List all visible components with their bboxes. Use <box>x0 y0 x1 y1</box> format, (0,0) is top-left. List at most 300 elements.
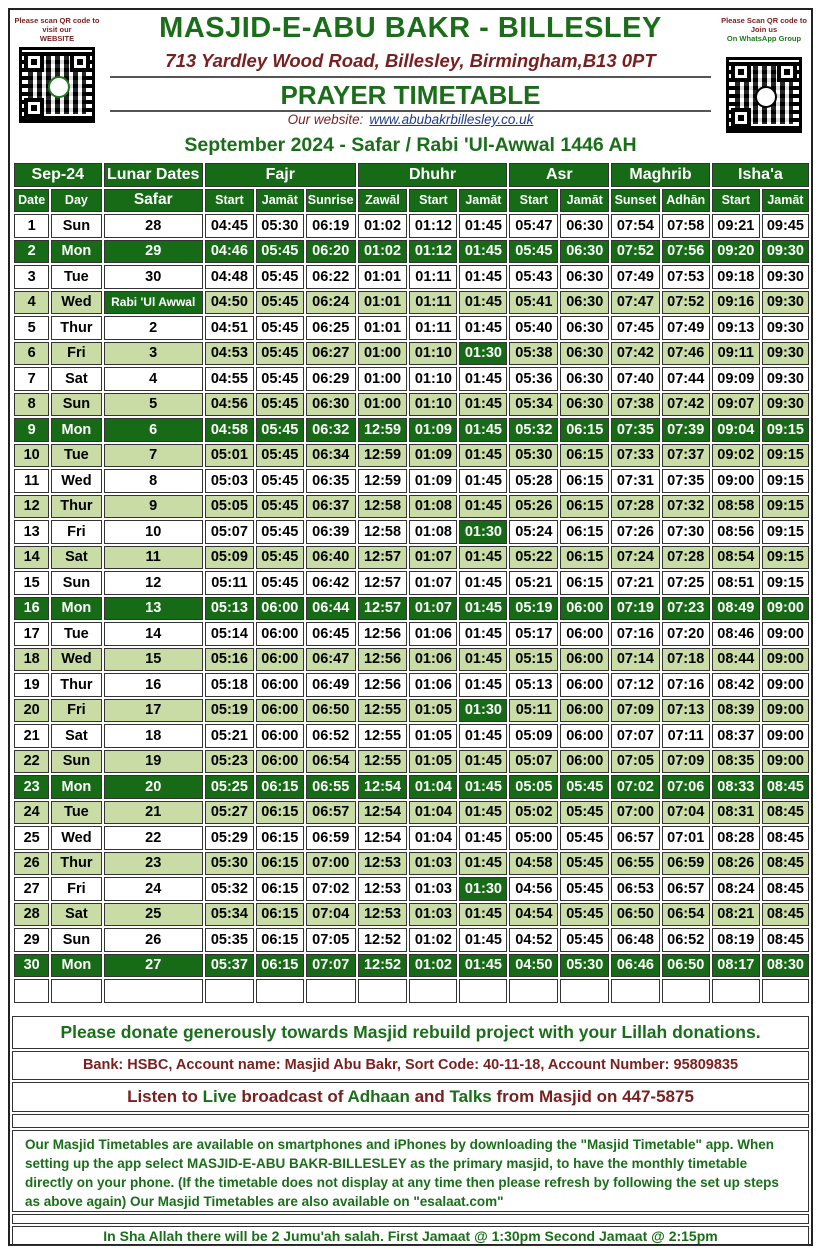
dhuhr-header: Dhuhr <box>358 163 508 187</box>
table-cell: 09:30 <box>762 291 809 315</box>
table-cell: 09:15 <box>762 418 809 442</box>
table-cell: 4 <box>104 367 203 391</box>
table-cell: 06:40 <box>306 546 356 570</box>
table-cell: 25 <box>104 903 203 927</box>
table-cell: 06:00 <box>256 750 304 774</box>
table-cell: 12:54 <box>358 801 408 825</box>
website-link[interactable]: www.abubakrbillesley.co.uk <box>369 112 534 127</box>
table-cell: 04:58 <box>509 852 558 876</box>
column-header: Adhān <box>662 189 710 213</box>
table-cell: 07:00 <box>306 852 356 876</box>
table-cell: 09:00 <box>762 673 809 697</box>
table-cell: 09:30 <box>762 240 809 264</box>
table-cell: 2 <box>14 240 49 264</box>
table-cell: 06:45 <box>306 622 356 646</box>
table-cell: 01:45 <box>459 801 507 825</box>
table-cell: 06:30 <box>560 316 609 340</box>
table-cell: 01:09 <box>409 418 457 442</box>
table-cell: 20 <box>104 775 203 799</box>
table-cell: 07:46 <box>662 342 710 366</box>
empty-cell <box>306 979 356 1003</box>
table-cell: 06:15 <box>256 775 304 799</box>
table-cell: 05:45 <box>256 444 304 468</box>
table-cell: 01:45 <box>459 597 507 621</box>
table-row <box>14 903 809 927</box>
whatsapp-logo-icon <box>755 86 777 108</box>
table-cell: 01:08 <box>409 520 457 544</box>
qr-right-caption-2: On WhatsApp Group <box>726 34 802 43</box>
table-cell: 09:07 <box>712 393 760 417</box>
table-row <box>14 928 809 952</box>
table-cell: 07:54 <box>611 214 659 238</box>
table-cell: 10 <box>14 444 49 468</box>
table-cell: 01:06 <box>409 648 457 672</box>
table-cell: 05:45 <box>560 852 609 876</box>
header <box>10 10 811 160</box>
table-cell: 07:28 <box>662 546 710 570</box>
table-cell: 18 <box>14 648 49 672</box>
frequency-text: from Masjid on 447-5875 <box>491 1087 694 1106</box>
table-cell: 05:40 <box>509 316 558 340</box>
table-cell: 08:45 <box>762 775 809 799</box>
table-cell: 08:21 <box>712 903 760 927</box>
table-cell: 3 <box>14 265 49 289</box>
table-cell: 06:00 <box>560 750 609 774</box>
column-header: Jamāt <box>560 189 609 213</box>
table-cell: 08:44 <box>712 648 760 672</box>
table-cell: 06:54 <box>662 903 710 927</box>
table-cell: 06:57 <box>306 801 356 825</box>
table-row <box>14 597 809 621</box>
table-cell: 24 <box>14 801 49 825</box>
table-cell: 08:31 <box>712 801 760 825</box>
table-cell: 07:01 <box>662 826 710 850</box>
table-cell: 07:16 <box>662 673 710 697</box>
table-cell: 05:26 <box>509 495 558 519</box>
table-cell: 05:45 <box>256 316 304 340</box>
listen-text: Listen to <box>127 1087 203 1106</box>
table-cell: 06:00 <box>256 699 304 723</box>
table-cell: 08:24 <box>712 877 760 901</box>
table-cell: 06:50 <box>662 954 710 978</box>
table-cell: 05:03 <box>205 469 254 493</box>
table-cell: 06:15 <box>560 546 609 570</box>
table-cell: 01:45 <box>459 852 507 876</box>
table-cell: 12:58 <box>358 495 408 519</box>
table-cell: 01:11 <box>409 291 457 315</box>
table-cell: Wed <box>51 469 101 493</box>
table-cell: Sun <box>51 571 101 595</box>
table-cell: Thur <box>51 495 101 519</box>
empty-cell <box>256 979 304 1003</box>
table-cell: 24 <box>104 877 203 901</box>
table-cell: 17 <box>104 699 203 723</box>
table-cell: 22 <box>14 750 49 774</box>
table-cell: 05:45 <box>560 903 609 927</box>
table-cell: 05:28 <box>509 469 558 493</box>
timetable-page <box>8 8 813 1246</box>
table-cell: 04:53 <box>205 342 254 366</box>
divider <box>110 76 711 78</box>
table-cell: 07:23 <box>662 597 710 621</box>
website-qr-block <box>12 16 102 123</box>
talks-text: Talks <box>449 1087 492 1106</box>
table-cell: 01:04 <box>409 826 457 850</box>
table-cell: 05:45 <box>560 928 609 952</box>
table-cell: 07:21 <box>611 571 659 595</box>
table-cell: 09:02 <box>712 444 760 468</box>
table-cell: 06:39 <box>306 520 356 544</box>
table-cell: 01:45 <box>459 214 507 238</box>
table-cell: Mon <box>51 954 101 978</box>
table-cell: 06:00 <box>256 648 304 672</box>
table-cell: 01:00 <box>358 367 408 391</box>
column-header: Safar <box>104 189 203 213</box>
table-cell: 08:45 <box>762 928 809 952</box>
table-cell: 01:45 <box>459 367 507 391</box>
table-cell: 01:45 <box>459 571 507 595</box>
table-row <box>14 316 809 340</box>
table-cell: 05:47 <box>509 214 558 238</box>
table-cell: 05:16 <box>205 648 254 672</box>
table-cell: 05:32 <box>509 418 558 442</box>
table-cell: 01:30 <box>459 342 507 366</box>
table-cell: 5 <box>14 316 49 340</box>
table-cell: 09:00 <box>762 648 809 672</box>
empty-cell <box>560 979 609 1003</box>
table-row <box>14 775 809 799</box>
table-cell: 01:01 <box>358 316 408 340</box>
table-cell: 05:38 <box>509 342 558 366</box>
table-cell: Sat <box>51 903 101 927</box>
table-cell: 06:15 <box>256 903 304 927</box>
table-cell: 08:46 <box>712 622 760 646</box>
table-cell: 04:46 <box>205 240 254 264</box>
adhaan-text: Adhaan <box>347 1087 410 1106</box>
table-cell: 05:30 <box>560 954 609 978</box>
table-cell: 01:45 <box>459 291 507 315</box>
table-cell: 08:45 <box>762 903 809 927</box>
jumuah-notice: In Sha Allah there will be 2 Jumu'ah salah. First Jamaat @ 1:30pm Second Jamaat @ 2:15pm <box>12 1226 809 1246</box>
table-cell: 05:45 <box>560 826 609 850</box>
table-cell: 12:56 <box>358 622 408 646</box>
table-cell: 8 <box>104 469 203 493</box>
table-row <box>14 724 809 748</box>
table-row <box>14 214 809 238</box>
table-cell: 2 <box>104 316 203 340</box>
table-cell: 01:10 <box>409 393 457 417</box>
table-cell: Rabi 'Ul Awwal <box>104 291 203 315</box>
table-cell: 05:05 <box>509 775 558 799</box>
live-broadcast-notice <box>12 1082 809 1112</box>
table-row <box>14 546 809 570</box>
table-cell: 08:49 <box>712 597 760 621</box>
table-cell: 08:28 <box>712 826 760 850</box>
table-cell: 1 <box>14 214 49 238</box>
table-cell: 8 <box>14 393 49 417</box>
table-cell: 09:09 <box>712 367 760 391</box>
table-cell: 12:59 <box>358 444 408 468</box>
table-cell: 01:06 <box>409 622 457 646</box>
table-cell: 01:04 <box>409 775 457 799</box>
table-cell: 12:59 <box>358 469 408 493</box>
table-cell: 06:00 <box>560 724 609 748</box>
group-header-row <box>14 163 809 187</box>
table-cell: 07:04 <box>306 903 356 927</box>
table-cell: 09:45 <box>762 214 809 238</box>
table-cell: 01:45 <box>459 775 507 799</box>
table-cell: 06:15 <box>560 571 609 595</box>
table-cell: 07:13 <box>662 699 710 723</box>
table-cell: 07:45 <box>611 316 659 340</box>
table-cell: 12:54 <box>358 826 408 850</box>
table-cell: 07:52 <box>662 291 710 315</box>
table-cell: 28 <box>14 903 49 927</box>
empty-cell <box>14 979 49 1003</box>
table-cell: 05:09 <box>509 724 558 748</box>
table-cell: 01:10 <box>409 342 457 366</box>
table-cell: 04:51 <box>205 316 254 340</box>
table-cell: 10 <box>104 520 203 544</box>
live-text: Live <box>202 1087 237 1106</box>
table-cell: 15 <box>14 571 49 595</box>
table-cell: 09:21 <box>712 214 760 238</box>
empty-cell <box>509 979 558 1003</box>
table-cell: 06:15 <box>256 852 304 876</box>
table-cell: 05:30 <box>205 852 254 876</box>
table-cell: 09:13 <box>712 316 760 340</box>
table-cell: 06:46 <box>611 954 659 978</box>
table-row <box>14 750 809 774</box>
table-cell: 30 <box>14 954 49 978</box>
table-cell: 07:20 <box>662 622 710 646</box>
column-header: Start <box>409 189 457 213</box>
table-cell: 07:42 <box>611 342 659 366</box>
table-cell: 06:37 <box>306 495 356 519</box>
table-cell: 17 <box>14 622 49 646</box>
table-cell: 05:22 <box>509 546 558 570</box>
table-cell: 07:38 <box>611 393 659 417</box>
column-header: Sunrise <box>306 189 356 213</box>
table-cell: 07:28 <box>611 495 659 519</box>
table-cell: 01:02 <box>409 928 457 952</box>
asr-header: Asr <box>509 163 609 187</box>
table-cell: 01:03 <box>409 877 457 901</box>
table-cell: 12:55 <box>358 699 408 723</box>
table-cell: 01:02 <box>358 240 408 264</box>
spacer-box <box>12 1214 809 1224</box>
table-cell: 06:00 <box>560 622 609 646</box>
whatsapp-qr-code-icon[interactable] <box>726 57 802 133</box>
table-cell: 06:57 <box>662 877 710 901</box>
table-cell: 06:15 <box>256 877 304 901</box>
table-cell: 08:56 <box>712 520 760 544</box>
table-row <box>14 852 809 876</box>
table-cell: 21 <box>14 724 49 748</box>
table-cell: 12 <box>104 571 203 595</box>
column-header: Start <box>509 189 558 213</box>
table-cell: 07:04 <box>662 801 710 825</box>
table-cell: 07:31 <box>611 469 659 493</box>
table-cell: 9 <box>14 418 49 442</box>
table-cell: Mon <box>51 418 101 442</box>
table-cell: 01:30 <box>459 520 507 544</box>
table-cell: 04:56 <box>509 877 558 901</box>
table-cell: 09:30 <box>762 367 809 391</box>
empty-cell <box>205 979 254 1003</box>
table-cell: 05:45 <box>256 495 304 519</box>
table-cell: 05:21 <box>205 724 254 748</box>
table-cell: 06:00 <box>560 673 609 697</box>
table-cell: 07:56 <box>662 240 710 264</box>
table-cell: 07:49 <box>662 316 710 340</box>
table-cell: 06:53 <box>611 877 659 901</box>
table-cell: 01:00 <box>358 393 408 417</box>
table-cell: 30 <box>104 265 203 289</box>
table-cell: 01:45 <box>459 418 507 442</box>
table-cell: 06:15 <box>560 520 609 544</box>
table-cell: 07:35 <box>662 469 710 493</box>
table-cell: 29 <box>14 928 49 952</box>
table-cell: 6 <box>14 342 49 366</box>
table-cell: 09:15 <box>762 546 809 570</box>
table-cell: 09:04 <box>712 418 760 442</box>
table-cell: 07:37 <box>662 444 710 468</box>
table-cell: 05:36 <box>509 367 558 391</box>
donation-notice: Please donate generously towards Masjid rebuild project with your Lillah donations. <box>12 1016 809 1049</box>
table-cell: 07:52 <box>611 240 659 264</box>
table-cell: 05:05 <box>205 495 254 519</box>
table-cell: 01:00 <box>358 342 408 366</box>
table-cell: 01:07 <box>409 597 457 621</box>
empty-cell <box>409 979 457 1003</box>
table-cell: 05:37 <box>205 954 254 978</box>
table-cell: 06:15 <box>256 954 304 978</box>
table-cell: 07:24 <box>611 546 659 570</box>
table-cell: 06:00 <box>256 724 304 748</box>
table-cell: 06:30 <box>560 367 609 391</box>
table-cell: 09:20 <box>712 240 760 264</box>
table-cell: 05:45 <box>256 469 304 493</box>
table-cell: 21 <box>104 801 203 825</box>
table-row <box>14 877 809 901</box>
table-cell: 05:43 <box>509 265 558 289</box>
table-cell: Tue <box>51 444 101 468</box>
table-cell: 06:48 <box>611 928 659 952</box>
table-cell: 05:45 <box>560 801 609 825</box>
table-cell: 05:15 <box>509 648 558 672</box>
table-cell: 29 <box>104 240 203 264</box>
table-cell: 16 <box>104 673 203 697</box>
table-cell: 07:02 <box>611 775 659 799</box>
table-cell: 04:50 <box>205 291 254 315</box>
table-cell: 20 <box>14 699 49 723</box>
empty-cell <box>762 979 809 1003</box>
table-row <box>14 673 809 697</box>
table-cell: 14 <box>14 546 49 570</box>
table-cell: Thur <box>51 852 101 876</box>
table-cell: 07:09 <box>611 699 659 723</box>
table-cell: 08:45 <box>762 826 809 850</box>
table-cell: 06:00 <box>256 622 304 646</box>
table-cell: 04:50 <box>509 954 558 978</box>
website-line <box>110 112 711 127</box>
table-cell: 01:09 <box>409 469 457 493</box>
empty-row <box>14 979 809 1003</box>
table-cell: 01:30 <box>459 877 507 901</box>
table-cell: 01:06 <box>409 673 457 697</box>
website-qr-code-icon[interactable] <box>19 47 95 123</box>
table-cell: 12:55 <box>358 750 408 774</box>
table-cell: 05:17 <box>509 622 558 646</box>
empty-cell <box>51 979 101 1003</box>
table-cell: 12:57 <box>358 546 408 570</box>
table-row <box>14 571 809 595</box>
table-cell: 06:15 <box>560 495 609 519</box>
table-cell: 25 <box>14 826 49 850</box>
table-cell: 07:07 <box>611 724 659 748</box>
table-cell: 12:53 <box>358 877 408 901</box>
table-cell: 01:45 <box>459 393 507 417</box>
column-header: Zawāl <box>358 189 408 213</box>
table-cell: 04:56 <box>205 393 254 417</box>
table-cell: 05:34 <box>205 903 254 927</box>
table-row <box>14 826 809 850</box>
table-cell: 05:07 <box>205 520 254 544</box>
table-cell: Tue <box>51 622 101 646</box>
table-cell: 06:19 <box>306 214 356 238</box>
table-cell: 01:30 <box>459 699 507 723</box>
table-cell: 04:52 <box>509 928 558 952</box>
table-cell: 01:05 <box>409 699 457 723</box>
table-cell: 01:45 <box>459 903 507 927</box>
table-cell: 18 <box>104 724 203 748</box>
table-cell: Mon <box>51 775 101 799</box>
prayer-timetable <box>12 161 811 1005</box>
table-cell: 07:44 <box>662 367 710 391</box>
table-cell: 07:47 <box>611 291 659 315</box>
table-cell: 05:32 <box>205 877 254 901</box>
table-cell: 09:15 <box>762 495 809 519</box>
table-cell: 06:15 <box>560 469 609 493</box>
table-cell: 09:11 <box>712 342 760 366</box>
table-cell: 05:41 <box>509 291 558 315</box>
table-cell: 07:06 <box>662 775 710 799</box>
table-cell: Mon <box>51 597 101 621</box>
table-cell: 05:45 <box>256 393 304 417</box>
empty-cell <box>358 979 408 1003</box>
table-cell: 05:13 <box>205 597 254 621</box>
table-cell: 06:34 <box>306 444 356 468</box>
table-cell: 01:45 <box>459 826 507 850</box>
table-cell: 06:30 <box>560 240 609 264</box>
table-cell: 7 <box>14 367 49 391</box>
table-cell: 06:24 <box>306 291 356 315</box>
table-cell: 11 <box>14 469 49 493</box>
table-cell: 01:45 <box>459 444 507 468</box>
table-cell: 07:39 <box>662 418 710 442</box>
table-cell: 01:01 <box>358 291 408 315</box>
table-cell: 16 <box>14 597 49 621</box>
table-cell: 11 <box>104 546 203 570</box>
and-text: and <box>409 1087 450 1106</box>
empty-cell <box>662 979 710 1003</box>
table-cell: 05:14 <box>205 622 254 646</box>
table-cell: 05:30 <box>509 444 558 468</box>
table-cell: 09:30 <box>762 342 809 366</box>
table-cell: 12:57 <box>358 597 408 621</box>
table-cell: 6 <box>104 418 203 442</box>
